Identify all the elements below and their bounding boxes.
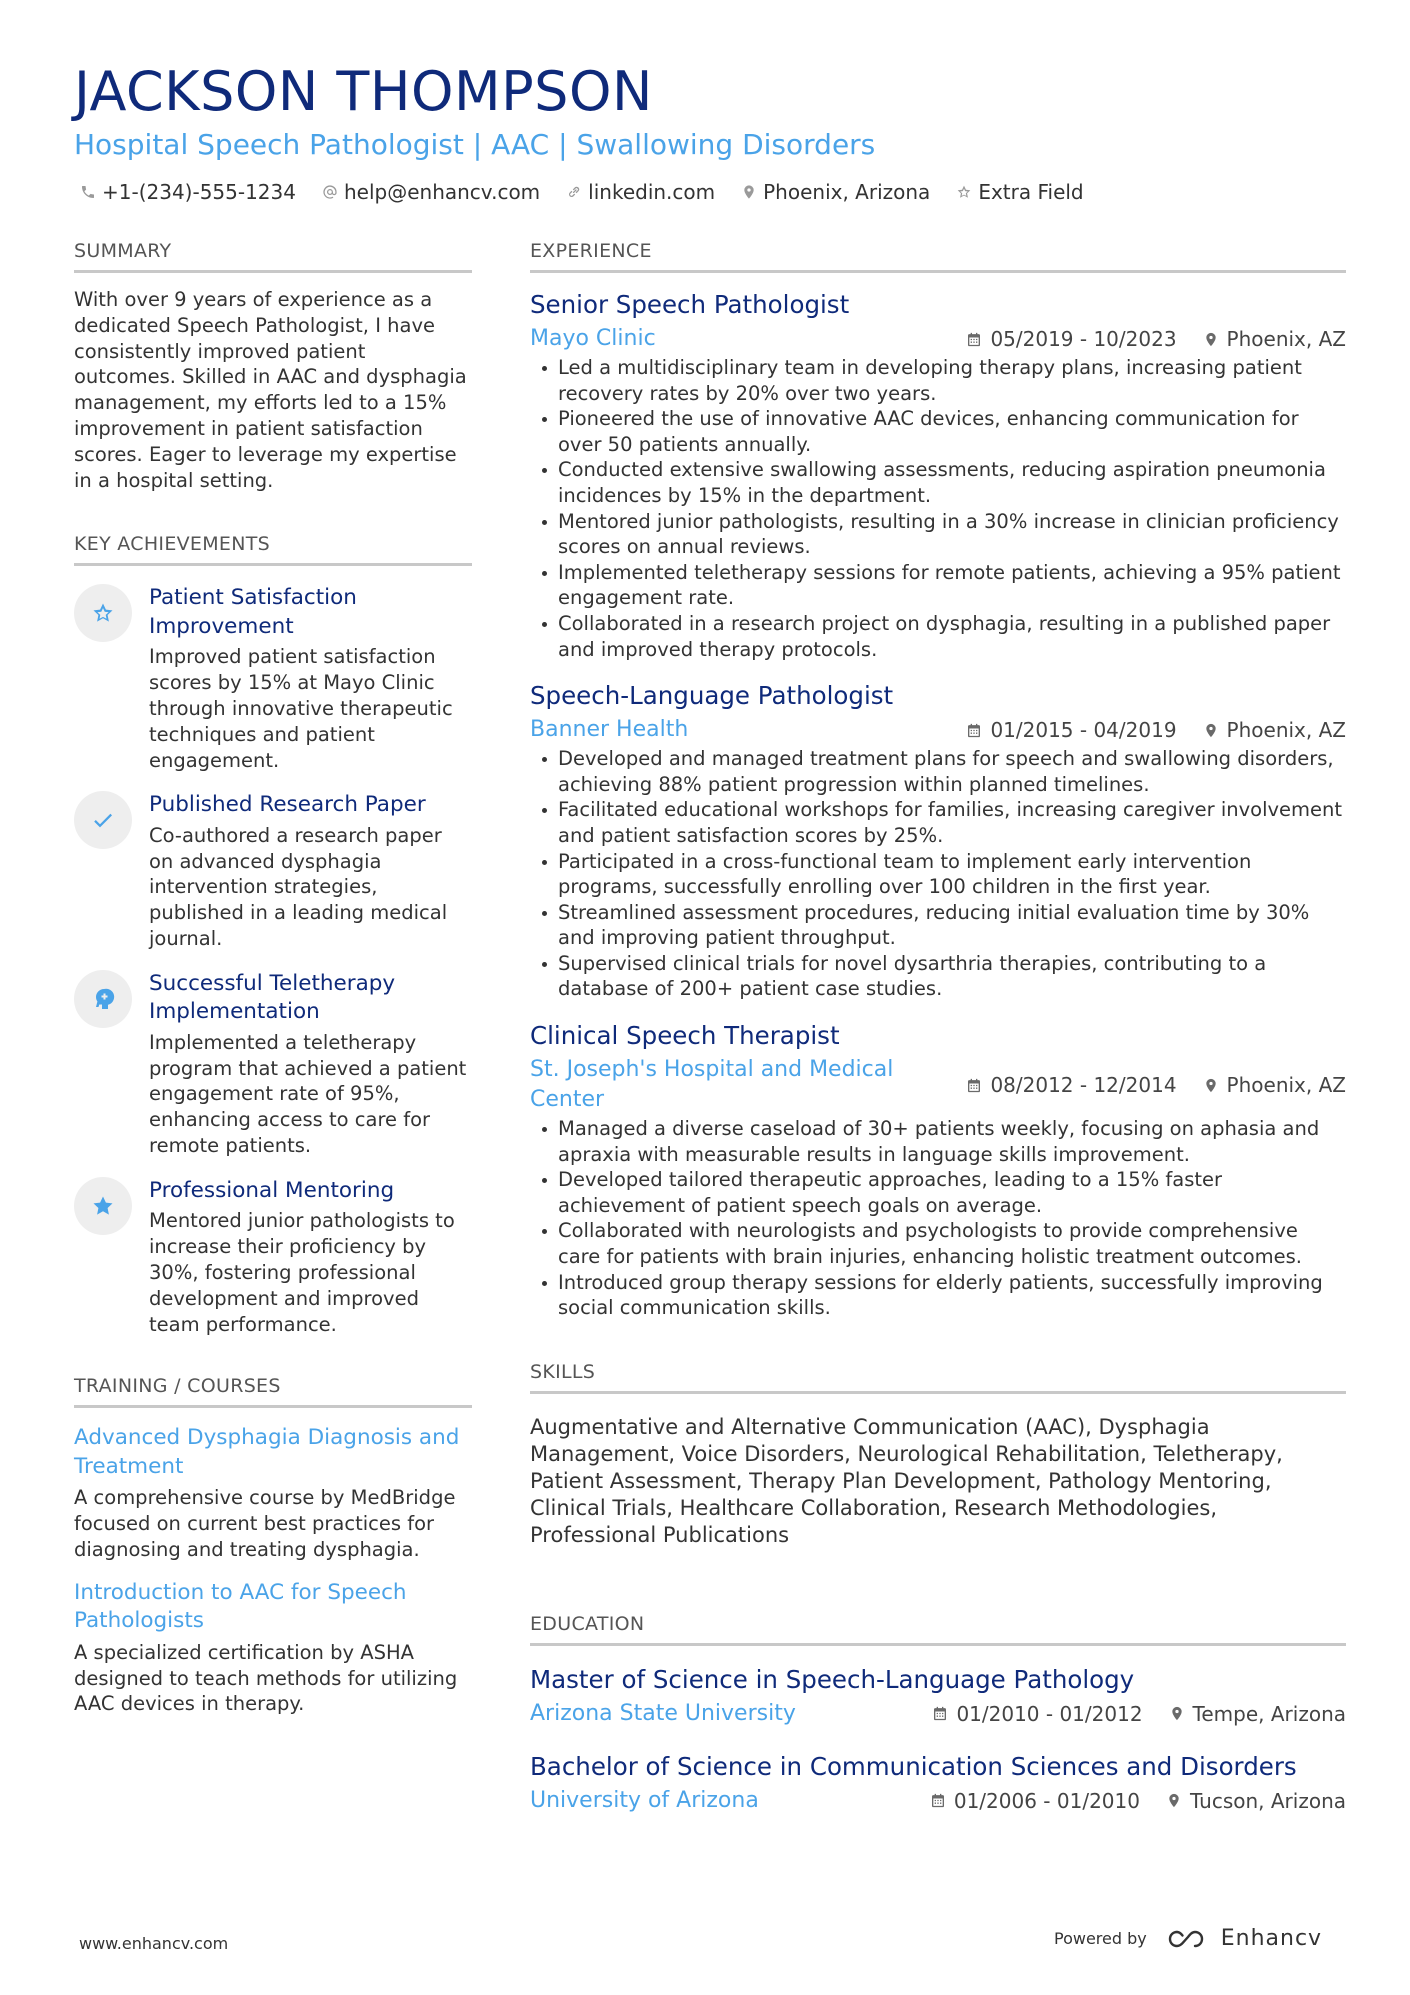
achievement-title: Published Research Paper (149, 792, 426, 818)
summary-text: With over 9 years of experience as a dedicated Speech Pathologist, I have consistently improved patient outcomes. Skilled in AAC and dysphagia management, my efforts led to a 15% improvement in patient satisfaction scores. Eager to leverage my expertise in a hospital setting. (74, 288, 467, 492)
skills-section (530, 1359, 1346, 1549)
training-section (74, 1373, 472, 1717)
calendar-icon (966, 1077, 982, 1094)
job-dates: 01/2015 - 04/2019 (990, 718, 1177, 743)
summary-section (74, 238, 472, 493)
link-icon (566, 184, 582, 200)
job-company: St. Joseph's Hospital and Medical Center (530, 1057, 894, 1113)
job-dates: 08/2012 - 12/2014 (990, 1073, 1177, 1098)
job-entry (530, 680, 1346, 1002)
calendar-icon (966, 722, 982, 739)
job-entry (530, 289, 1346, 662)
head-brain-icon (91, 987, 115, 1011)
achievement-icon-wrap (74, 584, 132, 642)
course-desc: A specialized certification by ASHA designed to teach methods for utilizing AAC devices in therapy. (74, 1640, 458, 1716)
job-company: Banner Health (530, 717, 689, 743)
contact-phone-text: +1-(234)-555-1234 (102, 180, 296, 204)
job-bullet: Participated in a cross-functional team to implement early intervention programs, successfully enrolling over 100 children in the first year. (530, 849, 1346, 900)
contact-location-text: Phoenix, Arizona (763, 180, 931, 204)
job-bullet: Mentored junior pathologists, resulting in a 30% increase in clinician proficiency scores on annual reviews. (530, 509, 1346, 560)
experience-heading: EXPERIENCE (530, 238, 1346, 273)
education-heading: EDUCATION (530, 1611, 1346, 1646)
job-bullets (530, 746, 1346, 1002)
education-degree: Bachelor of Science in Communication Sciences and Disorders (530, 1751, 1297, 1781)
achievement-desc: Mentored junior pathologists to increase their proficiency by 30%, fostering professional development and improved team performance. (149, 1209, 455, 1336)
phone-icon (80, 184, 96, 200)
job-bullet: Led a multidisciplinary team in developing therapy plans, increasing patient recovery rates by 20% over two years. (530, 355, 1346, 406)
job-bullet: Developed and managed treatment plans for speech and swallowing disorders, achieving 88% patient progression within planned timelines. (530, 746, 1346, 797)
course-item (74, 1424, 472, 1562)
location-icon (1166, 1792, 1182, 1809)
candidate-headline: Hospital Speech Pathologist | AAC | Swallowing Disorders (74, 128, 876, 161)
job-company: Mayo Clinic (530, 326, 656, 351)
candidate-name: JACKSON THOMPSON (74, 60, 653, 123)
job-bullet: Managed a diverse caseload of 30+ patients weekly, focusing on aphasia and apraxia with measurable results in language skills improvement. (530, 1116, 1346, 1167)
job-bullets (530, 1116, 1346, 1321)
contact-location (741, 178, 930, 206)
course-title: Advanced Dysphagia Diagnosis and Treatment (74, 1425, 460, 1479)
education-school: University of Arizona (530, 1787, 759, 1813)
job-entry (530, 1020, 1346, 1321)
infinity-logo-icon (1165, 1927, 1211, 1951)
calendar-icon (966, 331, 982, 348)
contact-linkedin[interactable] (566, 178, 715, 206)
achievement-title: Professional Mentoring (149, 1177, 395, 1203)
achievement-title: Successful Teletherapy Implementation (149, 970, 396, 1025)
achievement-desc: Improved patient satisfaction scores by 15% at Mayo Clinic through innovative therapeutic techniques and patient engagement. (149, 645, 453, 772)
job-location: Phoenix, AZ (1226, 1073, 1346, 1098)
education-dates: 01/2010 - 01/2012 (956, 1701, 1143, 1726)
achievement-icon-wrap (74, 970, 132, 1028)
skills-text: Augmentative and Alternative Communication (AAC), Dysphagia Management, Voice Disorders, Neurological Rehabilitation, Teletherapy, Patient Assessment, Therapy Plan Development, Pathology Mentoring, Clinical Trials, Healthcare Collaboration, Research Methodologies, Professional Publications (530, 1414, 1283, 1547)
achievements-section (74, 531, 472, 1337)
location-icon (741, 184, 757, 200)
contact-email[interactable] (322, 178, 540, 206)
star-icon (956, 184, 972, 200)
education-section (530, 1611, 1346, 1816)
course-title: Introduction to AAC for Speech Pathologists (74, 1579, 407, 1634)
contact-extra (956, 178, 1083, 206)
education-location: Tucson, Arizona (1189, 1788, 1346, 1813)
calendar-icon (930, 1792, 946, 1809)
job-location: Phoenix, AZ (1226, 327, 1346, 351)
location-icon (1203, 1077, 1219, 1094)
education-dates: 01/2006 - 01/2010 (953, 1788, 1140, 1813)
location-icon (1203, 331, 1219, 348)
education-entry (530, 1664, 1346, 1729)
achievement-desc: Co-authored a research paper on advanced dysphagia intervention strategies, published in a leading medical journal. (149, 823, 448, 951)
contact-extra-text: Extra Field (978, 180, 1084, 204)
star-filled-icon (91, 1194, 115, 1218)
contact-phone[interactable] (80, 178, 296, 206)
contact-email-text: help@enhancv.com (343, 180, 541, 204)
job-bullet: Collaborated with neurologists and psychologists to provide comprehensive care for patients with brain injuries, enhancing holistic treatment outcomes. (530, 1218, 1346, 1269)
job-dates: 05/2019 - 10/2023 (990, 327, 1177, 351)
achievement-icon-wrap (74, 791, 132, 849)
job-bullet: Pioneered the use of innovative AAC devices, enhancing communication for over 50 patients annually. (530, 406, 1346, 457)
right-column (530, 238, 1346, 1816)
enhancv-logo[interactable] (1165, 1926, 1322, 1951)
star-outline-icon (91, 601, 115, 625)
education-degree: Master of Science in Speech-Language Pathology (530, 1664, 1135, 1694)
brand-name: Enhancv (1220, 1926, 1323, 1951)
at-icon (322, 184, 338, 200)
course-desc: A comprehensive course by MedBridge focused on current best practices for diagnosing and treating dysphagia. (74, 1486, 456, 1561)
achievement-item (74, 1177, 472, 1337)
contact-linkedin-text: linkedin.com (588, 180, 716, 204)
location-icon (1203, 722, 1219, 739)
education-school: Arizona State University (530, 1700, 796, 1726)
footer-branding (1054, 1926, 1322, 1951)
summary-heading: SUMMARY (74, 238, 472, 273)
job-title: Speech-Language Pathologist (530, 681, 894, 711)
achievement-title: Patient Satisfaction Improvement (149, 585, 357, 639)
achievement-item (74, 791, 472, 951)
location-icon (1169, 1705, 1185, 1722)
job-title: Clinical Speech Therapist (530, 1021, 840, 1051)
experience-section (530, 238, 1346, 1321)
achievement-desc: Implemented a teletherapy program that achieved a patient engagement rate of 95%, enhancing access to care for remote patients. (149, 1030, 467, 1158)
skills-heading: SKILLS (530, 1359, 1346, 1394)
achievement-item (74, 970, 472, 1159)
job-bullet: Implemented teletherapy sessions for remote patients, achieving a 95% patient engagement rate. (530, 560, 1346, 611)
job-bullet: Streamlined assessment procedures, reducing initial evaluation time by 30% and improving patient throughput. (530, 900, 1346, 951)
education-location: Tempe, Arizona (1192, 1701, 1346, 1726)
course-item (74, 1579, 472, 1717)
job-bullet: Conducted extensive swallowing assessments, reducing aspiration pneumonia incidences by 15% in the department. (530, 457, 1346, 508)
job-bullet: Supervised clinical trials for novel dysarthria therapies, contributing to a database of 200+ patient case studies. (530, 951, 1346, 1002)
job-bullet: Introduced group therapy sessions for elderly patients, successfully improving social communication skills. (530, 1270, 1346, 1321)
checkmark-icon (91, 808, 115, 832)
job-bullet: Developed tailored therapeutic approaches, leading to a 15% faster achievement of patient speech goals on average. (530, 1167, 1346, 1218)
contact-bar (80, 178, 1084, 206)
achievement-icon-wrap (74, 1177, 132, 1235)
achievement-item (74, 584, 472, 773)
training-heading: TRAINING / COURSES (74, 1373, 472, 1408)
job-bullet: Facilitated educational workshops for families, increasing caregiver involvement and patient satisfaction scores by 25%. (530, 797, 1346, 848)
job-bullet: Collaborated in a research project on dysphagia, resulting in a published paper and improved therapy protocols. (530, 611, 1346, 662)
footer-website[interactable]: www.enhancv.com (79, 1934, 229, 1953)
job-bullets (530, 355, 1346, 662)
powered-by-label: Powered by (1054, 1929, 1147, 1948)
job-location: Phoenix, AZ (1226, 718, 1346, 743)
achievements-heading: KEY ACHIEVEMENTS (74, 531, 472, 566)
education-entry (530, 1751, 1346, 1816)
calendar-icon (932, 1705, 948, 1722)
left-column (74, 238, 472, 1717)
job-title: Senior Speech Pathologist (530, 290, 850, 319)
